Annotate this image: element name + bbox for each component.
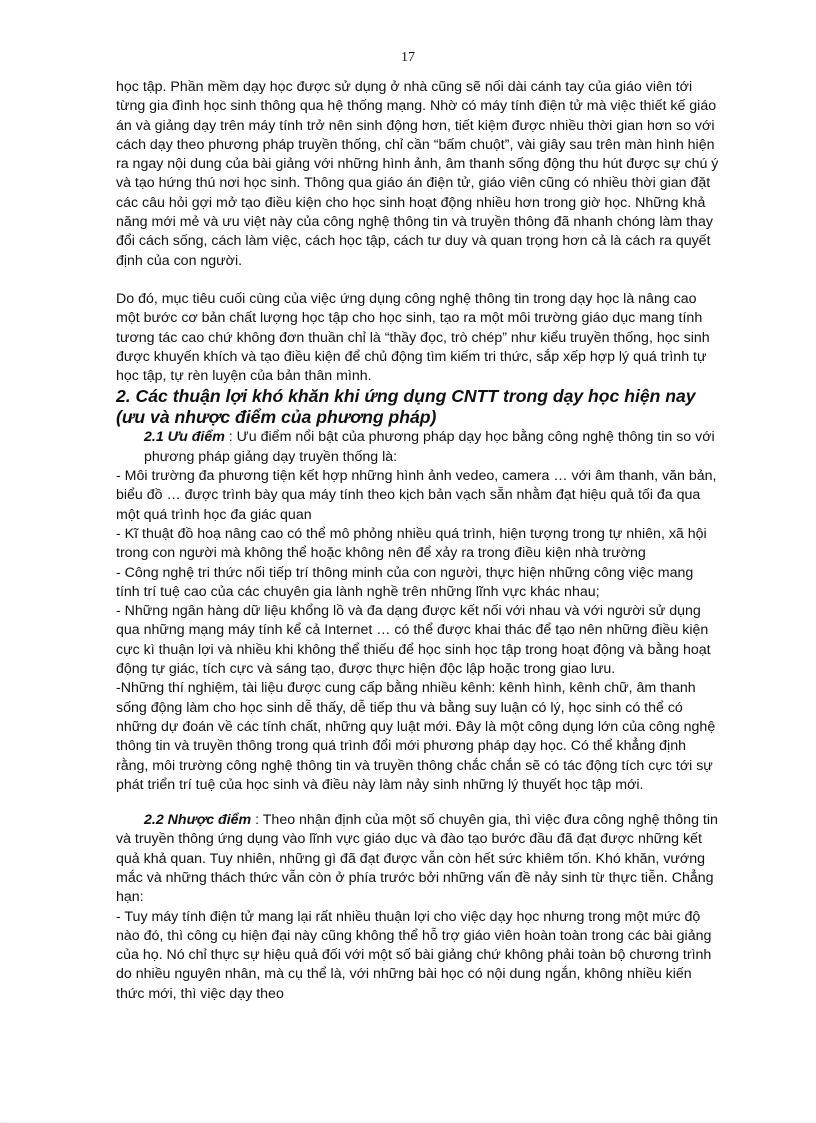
advantage-item: - Những ngân hàng dữ liệu khổng lồ và đa dạng được kết nối với nhau và với người sử dụng qua những mạng máy tính kể cả Internet … có thể được khai thác để tạo nên những điều kiện cực kì thuận lợi và nhiều khi không thể thiếu để học sinh học tập trong hoạt động và bằng hoạt động tự giác, tích cực và sáng tạo, được thực hiện độc lập hoặc trong giao lưu. [116, 603, 711, 678]
section-heading: 2. Các thuận lợi khó khăn khi ứng dụng CNTT trong dạy học hiện nay (ưu và nhược điểm của phương pháp) [116, 386, 696, 428]
paragraph-spacer [116, 795, 720, 811]
document-body [116, 78, 720, 1004]
paragraph-spacer [116, 271, 720, 290]
advantages-intro [116, 428, 720, 467]
disadvantages-intro-text: : Theo nhận định của một số chuyên gia, thì việc đưa công nghệ thông tin và truyền thông ứng dụng vào lĩnh vực giáo dục và đào tạo bước đầu đã đạt được những kết quả khả quan. Tuy nhiên, những gì đã đạt được vẫn còn hết sức khiêm tốn. Khó khăn, vướng mắc và những thách thức vẫn còn ở phía trước bởi những vấn đề nảy sinh từ thực tiễn. Chẳng hạn: [116, 812, 718, 906]
page-number: 17 [401, 50, 415, 65]
disadvantages-intro [116, 811, 720, 907]
advantage-item: - Công nghệ tri thức nối tiếp trí thông minh của con người, thực hiện những công việc mang tính trí tuệ cao của các chuyên gia lành nghề trên những lĩnh vực khác nhau; [116, 564, 694, 600]
disadvantage-item: - Tuy máy tính điện tử mang lại rất nhiều thuận lợi cho việc dạy học nhưng trong một mức độ nào đó, thì công cụ hiện đại này cũng không thể hỗ trợ giáo viên hoàn toàn trong các bài giảng của họ. Nó chỉ thực sự hiệu quả đối với một số bài giảng chứ không phải toàn bộ chương trình do nhiều nguyên nhân, mà cụ thể là, với những bài học có nội dung ngắn, không nhiều kiến thức mới, thì việc dạy theo [116, 908, 712, 1002]
advantage-item: - Môi trường đa phương tiện kết hợp những hình ảnh vedeo, camera … với âm thanh, văn bản, biểu đồ … được trình bày qua máy tính theo kịch bản vạch sẵn nhằm đạt hiệu quả tối đa qua một quá trình học đa giác quan [116, 468, 717, 523]
disadvantages-label: 2.2 Nhược điểm [144, 812, 252, 829]
advantage-item: -Những thí nghiệm, tài liệu được cung cấp bằng nhiều kênh: kênh hình, kênh chữ, âm thanh sống động làm cho học sinh dễ thấy, dễ tiếp thu và bằng suy luận có lý, học sinh có thể có những dự đoán về các tính chất, những quy luật mới. Đây là một công dụng lớn của công nghệ thông tin và truyền thông trong quá trình đổi mới phương pháp dạy học. Có thể khẳng định rằng, môi trường công nghệ thông tin và truyền thông chắc chắn sẽ có tác động tích cực tới sự phát triển trí tuệ của học sinh và điều này làm nảy sinh những lý thuyết học tập mới. [116, 680, 716, 793]
intro-paragraph-1: học tập. Phần mềm dạy học được sử dụng ở nhà cũng sẽ nối dài cánh tay của giáo viên tới từng gia đình học sinh thông qua hệ thống mạng. Nhờ có máy tính điện tử mà việc thiết kế giáo án và giảng dạy trên máy tính trở nên sinh động hơn, tiết kiệm được nhiều thời gian hơn so với cách dạy theo phương pháp truyền thống, chỉ cần “bấm chuột”, vài giây sau trên màn hình hiện ra ngay nội dung của bài giảng với những hình ảnh, âm thanh sống động thu hút được sự chú ý và tạo hứng thú nơi học sinh. Thông qua giáo án điện tử, giáo viên cũng có nhiều thời gian đặt các câu hỏi gợi mở tạo điều kiện cho học sinh hoạt động nhiều hơn trong giờ học. Những khả năng mới mẻ và ưu việt này của công nghệ thông tin và truyền thông đã nhanh chóng làm thay đổi cách sống, cách làm việc, cách học tập, cách tư duy và quan trọng hơn cả là cách ra quyết định của con người. [116, 79, 719, 269]
advantages-intro-text: : Ưu điểm nổi bật của phương pháp dạy học bằng công nghệ thông tin so với phương pháp giảng dạy truyền thống là: [144, 429, 715, 465]
advantage-item: - Kĩ thuật đồ hoạ nâng cao có thể mô phỏng nhiều quá trình, hiện tượng trong tự nhiên, xã hội trong con người mà không thể hoặc không nên để xảy ra trong điều kiện nhà trường [116, 525, 707, 562]
intro-paragraph-2: Do đó, mục tiêu cuối cùng của việc ứng dụng công nghệ thông tin trong dạy học là nâng cao một bước cơ bản chất lượng học tập cho học sinh, tạo ra một môi trường giáo dục mang tính tương tác cao chứ không đơn thuần chỉ là “thầy đọc, trò chép” như kiểu truyền thống, học sinh được khuyến khích và tạo điều kiện để chủ động tìm kiếm tri thức, sắp xếp hợp lý quá trình tự học tập, tự rèn luyện của bản thân mình. [116, 290, 710, 385]
advantages-label: 2.1 Ưu điểm [144, 429, 225, 446]
